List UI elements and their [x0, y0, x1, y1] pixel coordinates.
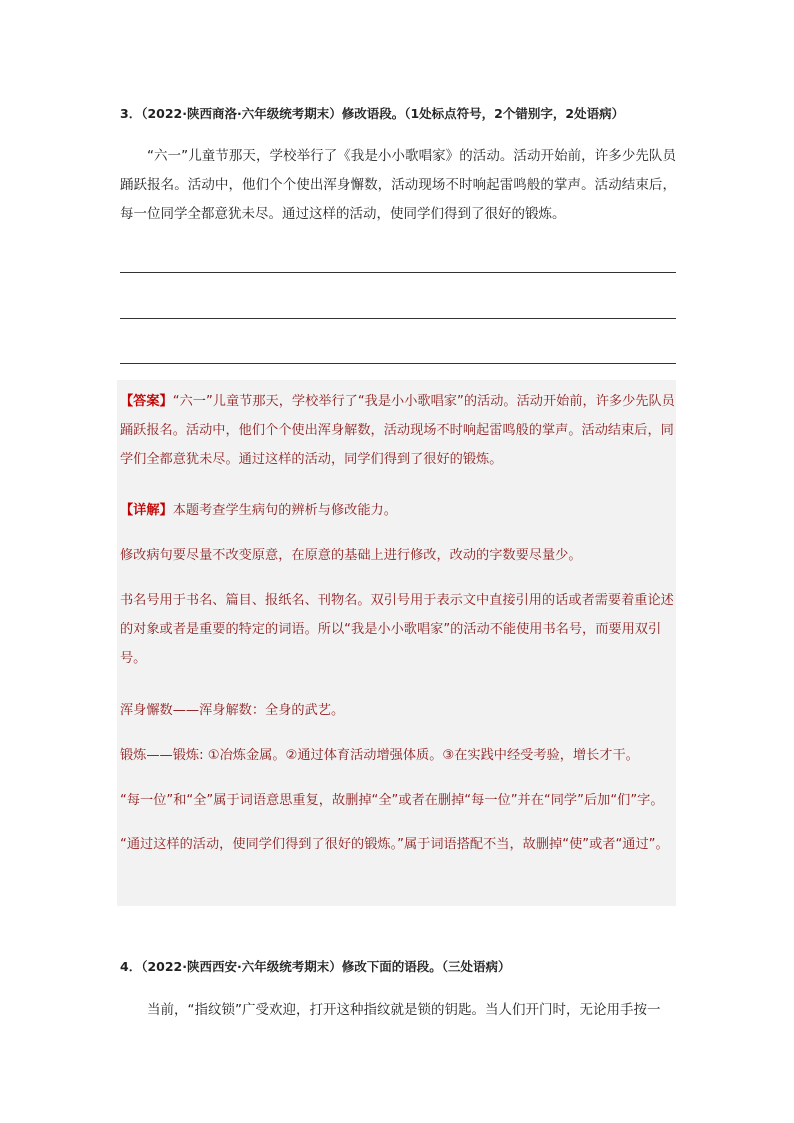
- detail-paragraph: [120, 496, 678, 525]
- explanation-line-5: “每一位”和“全”属于词语意思重复，故删掉“全”或者在删掉“每一位”并在“同学”后加“们”字。: [120, 793, 664, 808]
- detail-tag: 【详解】: [120, 503, 173, 518]
- answer-tag: 【答案】: [120, 394, 173, 409]
- explanation-line-6: “通过这样的活动，使同学们得到了很好的锻炼。”属于词语搭配不当，故删掉“使”或者“通过”。: [120, 837, 669, 852]
- answer-paragraph: [120, 387, 678, 474]
- explanation-line-3: 浑身懈数——浑身解数：全身的武艺。: [120, 703, 345, 718]
- explanation-line-1: 修改病句要尽量不改变原意，在原意的基础上进行修改，改动的字数要尽量少。: [120, 548, 582, 563]
- question-4-passage: 当前，“指纹锁”广受欢迎，打开这种指纹就是锁的钥匙。当人们开门时，无论用手按一: [147, 1002, 661, 1018]
- answer-blank-line-2[interactable]: [120, 318, 676, 319]
- question-3-passage: “六一”儿童节那天，学校举行了《我是小小歌唱家》的活动。活动开始前，许多少先队员踊跃报名。活动中，他们个个使出浑身懈数，活动现场不时响起雷鸣般的掌声。活动结束后，每一位同学全都意犹未尽。通过这样的活动，使同学们得到了很好的锻炼。: [120, 148, 676, 222]
- detail-text: 本题考查学生病句的辨析与修改能力。: [172, 503, 397, 518]
- question-3-title: 3．（2022·陕西商洛·六年级统考期末）修改语段。（1处标点符号，2个错别字，2处语病）: [120, 106, 625, 121]
- explanation-line-4: 锻炼——锻炼: ①冶炼金属。②通过体育活动增强体质。③在实践中经受考验，增长才干。: [120, 748, 639, 763]
- answer-blank-line-1[interactable]: [120, 272, 676, 273]
- answer-text: “六一”儿童节那天，学校举行了“我是小小歌唱家”的活动。活动开始前，许多少先队员踊跃报名。活动中，他们个个使出浑身解数，活动现场不时响起雷鸣般的掌声。活动结束后，同学们全都意犹未尽。通过这样的活动，同学们得到了很好的锻炼。: [120, 394, 675, 467]
- explanation-line-2: 书名号用于书名、篇目、报纸名、刊物名。双引号用于表示文中直接引用的话或者需要着重论述的对象或者是重要的特定的词语。所以“我是小小歌唱家”的活动不能使用书名号，而要用双引号。: [120, 593, 674, 666]
- answer-blank-line-3[interactable]: [120, 363, 676, 364]
- question-4-title: 4．（2022·陕西西安·六年级统考期末）修改下面的语段。（三处语病）: [120, 959, 511, 974]
